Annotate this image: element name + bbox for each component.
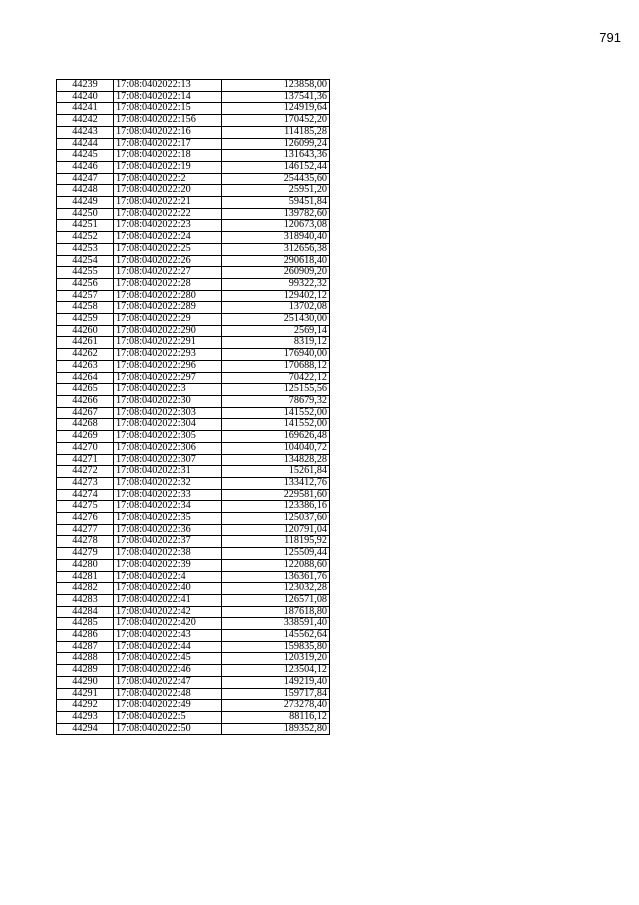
value-cell: 312656,38 xyxy=(222,243,330,255)
table-row xyxy=(57,325,330,337)
value-cell: 273278,40 xyxy=(222,700,330,712)
cadastral-number-cell: 17:08:0402022:18 xyxy=(114,150,222,162)
value-cell: 123032,28 xyxy=(222,583,330,595)
value-cell: 146152,44 xyxy=(222,161,330,173)
cadastral-number-cell: 17:08:0402022:23 xyxy=(114,220,222,232)
table-row xyxy=(57,290,330,302)
cadastral-number-cell: 17:08:0402022:46 xyxy=(114,665,222,677)
record-number-cell: 44246 xyxy=(57,161,114,173)
value-cell: 159835,80 xyxy=(222,641,330,653)
cadastral-number-cell: 17:08:0402022:5 xyxy=(114,711,222,723)
cadastral-number-cell: 17:08:0402022:40 xyxy=(114,583,222,595)
record-number-cell: 44239 xyxy=(57,80,114,92)
value-cell: 137541,36 xyxy=(222,91,330,103)
value-cell: 126571,08 xyxy=(222,594,330,606)
cadastral-number-cell: 17:08:0402022:156 xyxy=(114,115,222,127)
cadastral-number-cell: 17:08:0402022:34 xyxy=(114,501,222,513)
record-number-cell: 44270 xyxy=(57,442,114,454)
table-row xyxy=(57,536,330,548)
table-row xyxy=(57,220,330,232)
value-cell: 169626,48 xyxy=(222,431,330,443)
value-cell: 139782,60 xyxy=(222,208,330,220)
cadastral-number-cell: 17:08:0402022:3 xyxy=(114,384,222,396)
table-row xyxy=(57,665,330,677)
table-row xyxy=(57,513,330,525)
value-cell: 70422,12 xyxy=(222,372,330,384)
table-row xyxy=(57,173,330,185)
record-number-cell: 44269 xyxy=(57,431,114,443)
table-row xyxy=(57,407,330,419)
value-cell: 176940,00 xyxy=(222,349,330,361)
value-cell: 145562,64 xyxy=(222,630,330,642)
value-cell: 187618,80 xyxy=(222,606,330,618)
cadastral-number-cell: 17:08:0402022:49 xyxy=(114,700,222,712)
record-number-cell: 44276 xyxy=(57,513,114,525)
table-row xyxy=(57,688,330,700)
record-number-cell: 44292 xyxy=(57,700,114,712)
cadastral-number-cell: 17:08:0402022:41 xyxy=(114,594,222,606)
cadastral-number-cell: 17:08:0402022:47 xyxy=(114,676,222,688)
table-row xyxy=(57,548,330,560)
table-row xyxy=(57,197,330,209)
value-cell: 126099,24 xyxy=(222,138,330,150)
table-body xyxy=(57,80,330,735)
record-number-cell: 44291 xyxy=(57,688,114,700)
table-row xyxy=(57,630,330,642)
table-row xyxy=(57,454,330,466)
record-number-cell: 44263 xyxy=(57,360,114,372)
value-cell: 136361,76 xyxy=(222,571,330,583)
table-row xyxy=(57,267,330,279)
value-cell: 129402,12 xyxy=(222,290,330,302)
cadastral-number-cell: 17:08:0402022:26 xyxy=(114,255,222,267)
table-row xyxy=(57,278,330,290)
value-cell: 114185,28 xyxy=(222,126,330,138)
value-cell: 338591,40 xyxy=(222,618,330,630)
table-row xyxy=(57,161,330,173)
cadastral-number-cell: 17:08:0402022:289 xyxy=(114,302,222,314)
record-number-cell: 44283 xyxy=(57,594,114,606)
cadastral-number-cell: 17:08:0402022:27 xyxy=(114,267,222,279)
cadastral-number-cell: 17:08:0402022:14 xyxy=(114,91,222,103)
record-number-cell: 44264 xyxy=(57,372,114,384)
table-row xyxy=(57,723,330,735)
table-row xyxy=(57,524,330,536)
value-cell: 8319,12 xyxy=(222,337,330,349)
record-number-cell: 44252 xyxy=(57,232,114,244)
record-number-cell: 44256 xyxy=(57,278,114,290)
record-number-cell: 44265 xyxy=(57,384,114,396)
record-number-cell: 44288 xyxy=(57,653,114,665)
value-cell: 123386,16 xyxy=(222,501,330,513)
table-row xyxy=(57,138,330,150)
table-row xyxy=(57,583,330,595)
table-row xyxy=(57,641,330,653)
cadastral-number-cell: 17:08:0402022:37 xyxy=(114,536,222,548)
value-cell: 13702,08 xyxy=(222,302,330,314)
table-row xyxy=(57,594,330,606)
table-row xyxy=(57,208,330,220)
record-number-cell: 44289 xyxy=(57,665,114,677)
value-cell: 141552,00 xyxy=(222,407,330,419)
value-cell: 59451,84 xyxy=(222,197,330,209)
record-number-cell: 44293 xyxy=(57,711,114,723)
value-cell: 123858,00 xyxy=(222,80,330,92)
table-row xyxy=(57,232,330,244)
value-cell: 125155,56 xyxy=(222,384,330,396)
cadastral-number-cell: 17:08:0402022:45 xyxy=(114,653,222,665)
record-number-cell: 44248 xyxy=(57,185,114,197)
page-number: 791 xyxy=(599,30,621,45)
value-cell: 88116,12 xyxy=(222,711,330,723)
cadastral-number-cell: 17:08:0402022:20 xyxy=(114,185,222,197)
value-cell: 290618,40 xyxy=(222,255,330,267)
cadastral-number-cell: 17:08:0402022:21 xyxy=(114,197,222,209)
record-number-cell: 44284 xyxy=(57,606,114,618)
value-cell: 159717,84 xyxy=(222,688,330,700)
cadastral-number-cell: 17:08:0402022:307 xyxy=(114,454,222,466)
cadastral-number-cell: 17:08:0402022:306 xyxy=(114,442,222,454)
cadastral-number-cell: 17:08:0402022:303 xyxy=(114,407,222,419)
value-cell: 125037,60 xyxy=(222,513,330,525)
record-number-cell: 44268 xyxy=(57,419,114,431)
cadastral-number-cell: 17:08:0402022:290 xyxy=(114,325,222,337)
record-number-cell: 44294 xyxy=(57,723,114,735)
cadastral-number-cell: 17:08:0402022:29 xyxy=(114,314,222,326)
cadastral-number-cell: 17:08:0402022:43 xyxy=(114,630,222,642)
cadastral-number-cell: 17:08:0402022:16 xyxy=(114,126,222,138)
table-row xyxy=(57,115,330,127)
record-number-cell: 44242 xyxy=(57,115,114,127)
record-number-cell: 44279 xyxy=(57,548,114,560)
cadastral-number-cell: 17:08:0402022:293 xyxy=(114,349,222,361)
table-row xyxy=(57,477,330,489)
value-cell: 170688,12 xyxy=(222,360,330,372)
table-row xyxy=(57,91,330,103)
record-number-cell: 44241 xyxy=(57,103,114,115)
table-row xyxy=(57,360,330,372)
record-number-cell: 44253 xyxy=(57,243,114,255)
table-row xyxy=(57,126,330,138)
table-row xyxy=(57,150,330,162)
cadastral-number-cell: 17:08:0402022:296 xyxy=(114,360,222,372)
cadastral-number-cell: 17:08:0402022:15 xyxy=(114,103,222,115)
value-cell: 120673,08 xyxy=(222,220,330,232)
record-number-cell: 44285 xyxy=(57,618,114,630)
table-row xyxy=(57,384,330,396)
record-number-cell: 44247 xyxy=(57,173,114,185)
table-row xyxy=(57,466,330,478)
table-row xyxy=(57,337,330,349)
value-cell: 149219,40 xyxy=(222,676,330,688)
cadastral-number-cell: 17:08:0402022:35 xyxy=(114,513,222,525)
value-cell: 15261,84 xyxy=(222,466,330,478)
value-cell: 125509,44 xyxy=(222,548,330,560)
record-number-cell: 44262 xyxy=(57,349,114,361)
value-cell: 131643,36 xyxy=(222,150,330,162)
value-cell: 141552,00 xyxy=(222,419,330,431)
record-number-cell: 44278 xyxy=(57,536,114,548)
value-cell: 170452,20 xyxy=(222,115,330,127)
table-row xyxy=(57,243,330,255)
table-row xyxy=(57,559,330,571)
table-row xyxy=(57,653,330,665)
cadastral-number-cell: 17:08:0402022:48 xyxy=(114,688,222,700)
record-number-cell: 44266 xyxy=(57,395,114,407)
cadastral-number-cell: 17:08:0402022:420 xyxy=(114,618,222,630)
cadastral-number-cell: 17:08:0402022:305 xyxy=(114,431,222,443)
cadastral-number-cell: 17:08:0402022:17 xyxy=(114,138,222,150)
value-cell: 134828,28 xyxy=(222,454,330,466)
record-number-cell: 44273 xyxy=(57,477,114,489)
table-row xyxy=(57,676,330,688)
record-number-cell: 44254 xyxy=(57,255,114,267)
record-number-cell: 44243 xyxy=(57,126,114,138)
value-cell: 99322,32 xyxy=(222,278,330,290)
value-cell: 229581,60 xyxy=(222,489,330,501)
table-row xyxy=(57,80,330,92)
value-cell: 120319,20 xyxy=(222,653,330,665)
table-row xyxy=(57,302,330,314)
record-number-cell: 44244 xyxy=(57,138,114,150)
record-number-cell: 44275 xyxy=(57,501,114,513)
cadastral-number-cell: 17:08:0402022:36 xyxy=(114,524,222,536)
cadastral-number-cell: 17:08:0402022:24 xyxy=(114,232,222,244)
value-cell: 318940,40 xyxy=(222,232,330,244)
cadastral-number-cell: 17:08:0402022:22 xyxy=(114,208,222,220)
cadastral-number-cell: 17:08:0402022:291 xyxy=(114,337,222,349)
value-cell: 123504,12 xyxy=(222,665,330,677)
record-number-cell: 44281 xyxy=(57,571,114,583)
record-number-cell: 44258 xyxy=(57,302,114,314)
record-number-cell: 44240 xyxy=(57,91,114,103)
table-row xyxy=(57,711,330,723)
cadastral-number-cell: 17:08:0402022:28 xyxy=(114,278,222,290)
cadastral-number-cell: 17:08:0402022:44 xyxy=(114,641,222,653)
record-number-cell: 44251 xyxy=(57,220,114,232)
cadastral-number-cell: 17:08:0402022:304 xyxy=(114,419,222,431)
cadastral-number-cell: 17:08:0402022:31 xyxy=(114,466,222,478)
table-row xyxy=(57,419,330,431)
value-cell: 133412,76 xyxy=(222,477,330,489)
value-cell: 254435,60 xyxy=(222,173,330,185)
table-row xyxy=(57,618,330,630)
table-row xyxy=(57,571,330,583)
table-row xyxy=(57,185,330,197)
cadastral-number-cell: 17:08:0402022:42 xyxy=(114,606,222,618)
record-number-cell: 44290 xyxy=(57,676,114,688)
record-number-cell: 44260 xyxy=(57,325,114,337)
value-cell: 104040,72 xyxy=(222,442,330,454)
table-row xyxy=(57,431,330,443)
record-number-cell: 44274 xyxy=(57,489,114,501)
value-cell: 120791,04 xyxy=(222,524,330,536)
record-number-cell: 44257 xyxy=(57,290,114,302)
record-number-cell: 44255 xyxy=(57,267,114,279)
table-row xyxy=(57,606,330,618)
table-row xyxy=(57,501,330,513)
table-row xyxy=(57,372,330,384)
table-row xyxy=(57,442,330,454)
record-number-cell: 44271 xyxy=(57,454,114,466)
record-number-cell: 44259 xyxy=(57,314,114,326)
table-row xyxy=(57,314,330,326)
cadastral-number-cell: 17:08:0402022:4 xyxy=(114,571,222,583)
value-cell: 251430,00 xyxy=(222,314,330,326)
table-row xyxy=(57,349,330,361)
cadastral-number-cell: 17:08:0402022:30 xyxy=(114,395,222,407)
cadastral-number-cell: 17:08:0402022:13 xyxy=(114,80,222,92)
record-number-cell: 44282 xyxy=(57,583,114,595)
cadastral-number-cell: 17:08:0402022:297 xyxy=(114,372,222,384)
record-number-cell: 44267 xyxy=(57,407,114,419)
cadastral-number-cell: 17:08:0402022:2 xyxy=(114,173,222,185)
cadastral-number-cell: 17:08:0402022:32 xyxy=(114,477,222,489)
record-number-cell: 44250 xyxy=(57,208,114,220)
record-number-cell: 44280 xyxy=(57,559,114,571)
table-row xyxy=(57,255,330,267)
value-cell: 2569,14 xyxy=(222,325,330,337)
cadastral-number-cell: 17:08:0402022:280 xyxy=(114,290,222,302)
table-row xyxy=(57,700,330,712)
table-row xyxy=(57,489,330,501)
cadastral-number-cell: 17:08:0402022:19 xyxy=(114,161,222,173)
value-cell: 260909,20 xyxy=(222,267,330,279)
value-cell: 118195,92 xyxy=(222,536,330,548)
cadastral-number-cell: 17:08:0402022:50 xyxy=(114,723,222,735)
record-number-cell: 44286 xyxy=(57,630,114,642)
cadastral-number-cell: 17:08:0402022:38 xyxy=(114,548,222,560)
data-table xyxy=(56,79,330,735)
value-cell: 78679,32 xyxy=(222,395,330,407)
record-number-cell: 44277 xyxy=(57,524,114,536)
value-cell: 124919,64 xyxy=(222,103,330,115)
record-number-cell: 44245 xyxy=(57,150,114,162)
record-number-cell: 44249 xyxy=(57,197,114,209)
cadastral-number-cell: 17:08:0402022:33 xyxy=(114,489,222,501)
cadastral-number-cell: 17:08:0402022:25 xyxy=(114,243,222,255)
record-number-cell: 44287 xyxy=(57,641,114,653)
record-number-cell: 44272 xyxy=(57,466,114,478)
table-row xyxy=(57,395,330,407)
cadastral-number-cell: 17:08:0402022:39 xyxy=(114,559,222,571)
value-cell: 122088,60 xyxy=(222,559,330,571)
value-cell: 25951,20 xyxy=(222,185,330,197)
record-number-cell: 44261 xyxy=(57,337,114,349)
value-cell: 189352,80 xyxy=(222,723,330,735)
table-row xyxy=(57,103,330,115)
